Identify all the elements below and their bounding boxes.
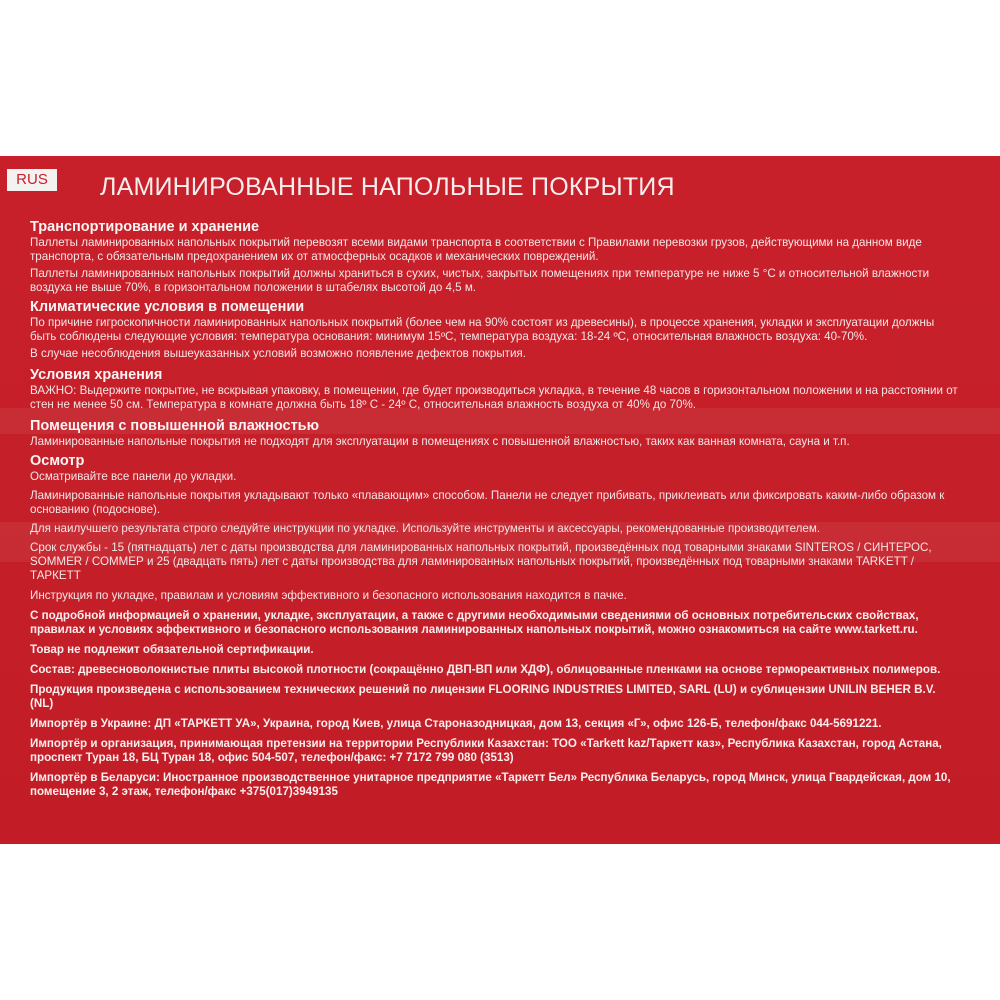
section-heading-inspection: Осмотр (30, 453, 85, 469)
paragraph: С подробной информацией о хранении, укладке, эксплуатации, а также с другими необходимыми сведениями об основных потребительских свойствах, правилах и условиях эффективного и безопасного использования ламинированных напольных покрытий, можно ознакомиться на сайте www.tarkett.ru. (30, 609, 919, 636)
paragraph: Срок службы - 15 (пятнадцать) лет с даты производства для ламинированных напольных покрытий, произведённых под товарными знаками SINTEROS / СИНТЕРОС, SOMMER / СОММЕР и 25 (двадцать пять) лет с даты производства для ламинированных напольных покрытий, произведённых под товарными знаками TARKETT / ТАРКЕТТ (30, 541, 932, 582)
section-heading-storage: Условия хранения (30, 367, 163, 383)
label-content (30, 218, 960, 799)
paragraph: Товар не подлежит обязательной сертификации. (30, 643, 314, 656)
paragraph: Продукция произведена с использованием технических решений по лицензии FLOORING INDUSTRIES LIMITED, SARL (LU) и сублицензии UNILIN BEHER B.V. (NL) (30, 683, 936, 710)
paragraph: Паллеты ламинированных напольных покрытий перевозят всеми видами транспорта в соответствии с Правилами перевозки грузов, действующими на данном виде транспорта, с обязательным предохранением их от атмосферных осадков и механических повреждений. (30, 236, 922, 263)
package-label (0, 156, 1000, 844)
paragraph: Инструкция по укладке, правилам и условиям эффективного и безопасного использования находится в пачке. (30, 589, 627, 602)
paragraph: Ламинированные напольные покрытия укладывают только «плавающим» способом. Панели не следует прибивать, приклеивать или фиксировать каким-либо образом к основанию (подоснове). (30, 489, 945, 516)
paragraph: Состав: древесноволокнистые плиты высокой плотности (сокращённо ДВП-ВП или ХДФ), облицованные пленками на основе термореактивных полимеров. (30, 663, 941, 676)
paragraph: Импортёр в Беларуси: Иностранное производственное унитарное предприятие «Таркетт Бел» Республика Беларусь, город Минск, улица Гвардейская, дом 10, помещение 3, 2 этаж, телефон/факс +375(017)3949135 (30, 771, 951, 798)
paragraph: Паллеты ламинированных напольных покрытий должны храниться в сухих, чистых, закрытых помещениях при температуре не ниже 5 °С и относительной влажности воздуха не выше 70%, в горизонтальном положении в штабелях высотой до 4,5 м. (30, 267, 930, 294)
paragraph: Осматривайте все панели до укладки. (30, 470, 237, 483)
paragraph: По причине гигроскопичности ламинированных напольных покрытий (более чем на 90% состоят из древесины), в процессе хранения, укладки и эксплуатации должны быть соблюдены следующие условия: температура основания: минимум 15ºС, температура воздуха: 18-24 ºС, относительная влажность воздуха: 40-70%. (30, 316, 935, 343)
paragraph: Импортёр и организация, принимающая претензии на территории Республики Казахстан: ТОО «Tarkett kaz/Таркетт каз», Республика Казахстан, город Астана, проспект Туран 18, БЦ Туран 18, офис 504-507, телефон/факс: +7 7172 799 080 (3513) (30, 737, 942, 764)
section-heading-humidity: Помещения с повышенной влажностью (30, 418, 319, 434)
paragraph: В случае несоблюдения вышеуказанных условий возможно появление дефектов покрытия. (30, 347, 526, 360)
language-badge: RUS (7, 169, 57, 191)
paragraph: ВАЖНО: Выдержите покрытие, не вскрывая упаковку, в помещении, где будет производиться укладка, в течение 48 часов в горизонтальном положении и на расстоянии от стен не менее 50 см. Температура в комнате должна быть 18º С - 24º С, относительная влажность воздуха от 40% до 70%. (30, 384, 958, 411)
paragraph: Импортёр в Украине: ДП «ТАРКЕТТ УА», Украина, город Киев, улица Староназодницкая, дом 13, секция «Г», офис 126-Б, телефон/факс 044-5691221. (30, 717, 882, 730)
section-heading-transport: Транспортирование и хранение (30, 219, 260, 235)
section-heading-climate: Климатические условия в помещении (30, 299, 305, 315)
paragraph: Для наилучшего результата строго следуйте инструкции по укладке. Используйте инструменты и аксессуары, рекомендованные производителем. (30, 522, 821, 535)
page-title: ЛАМИНИРОВАННЫЕ НАПОЛЬНЫЕ ПОКРЫТИЯ (100, 173, 675, 201)
paragraph: Ламинированные напольные покрытия не подходят для эксплуатации в помещениях с повышенной влажностью, таких как ванная комната, сауна и т.п. (30, 435, 850, 448)
